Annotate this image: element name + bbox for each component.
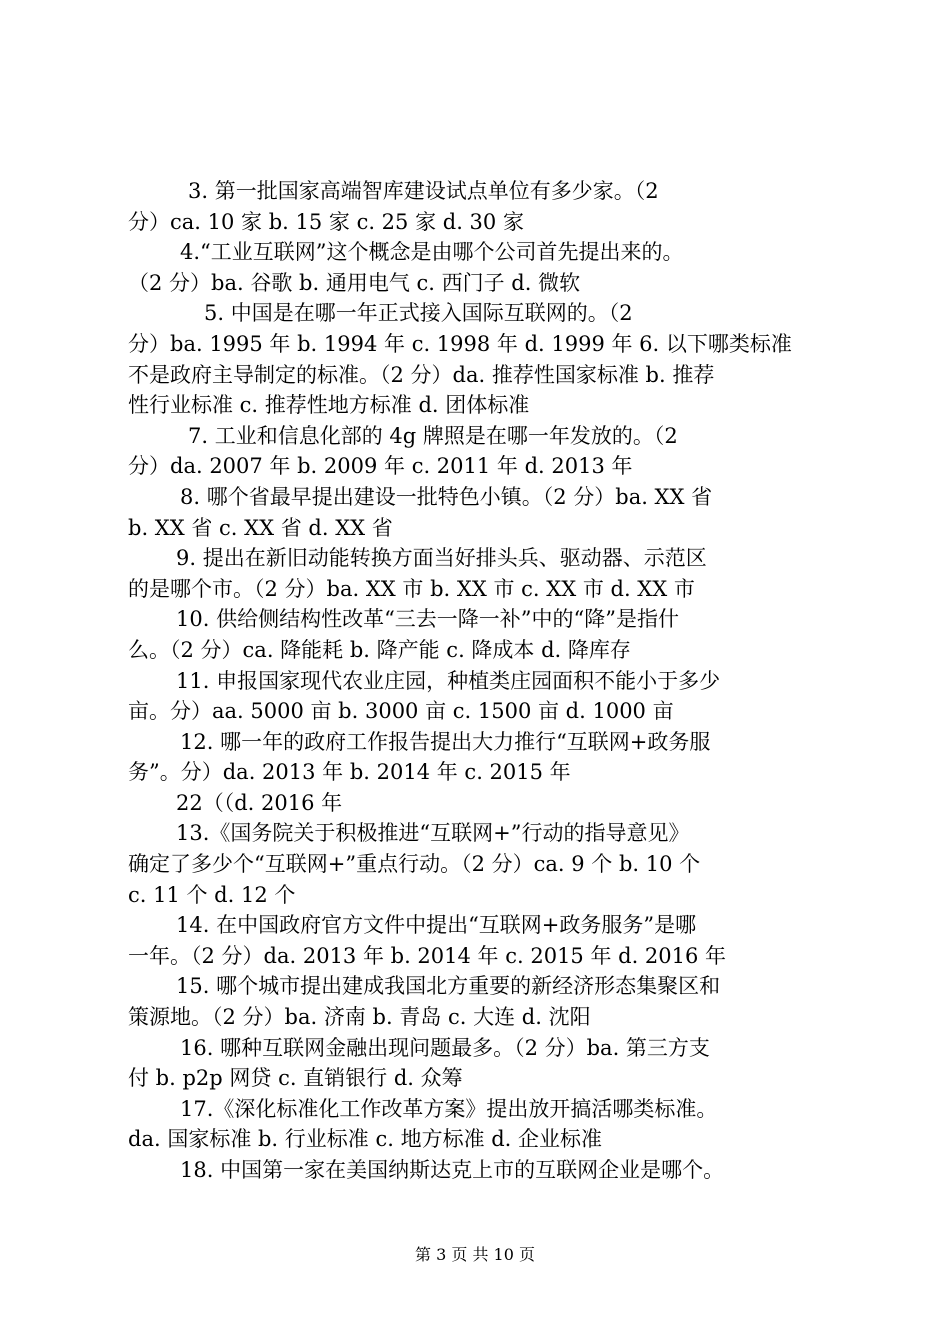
text-line: c. 11 个 d. 12 个: [128, 882, 296, 907]
text-line: 8. 哪个省最早提出建设一批特色小镇。（2 分）ba. XX 省: [180, 484, 713, 509]
text-line: 16. 哪种互联网金融出现问题最多。（2 分）ba. 第三方支: [180, 1035, 710, 1060]
page-body: [128, 176, 833, 1186]
text-line: 么。（2 分）ca. 降能耗 b. 降产能 c. 降成本 d. 降库存: [128, 637, 631, 662]
text-line: 7. 工业和信息化部的 4g 牌照是在哪一年发放的。（2: [188, 423, 678, 448]
text-line: 确定了多少个“互联网+”重点行动。（2 分）ca. 9 个 b. 10 个: [128, 852, 701, 877]
text-line: 性行业标准 c. 推荐性地方标准 d. 团体标准: [128, 393, 530, 418]
text-line: 一年。（2 分）da. 2013 年 b. 2014 年 c. 2015 年 d. 2016 年: [128, 943, 727, 968]
text-line: 3. 第一批国家高端智库建设试点单位有多少家。（2: [188, 179, 659, 203]
text-line: 13.《国务院关于积极推进“互联网+”行动的指导意见》: [176, 821, 690, 846]
text-line: 22（（d. 2016 年: [176, 790, 343, 815]
text-line: 付 b. p2p 网贷 c. 直销银行 d. 众筹: [128, 1066, 463, 1091]
text-line: da. 国家标准 b. 行业标准 c. 地方标准 d. 企业标准: [128, 1127, 603, 1152]
text-line: 策源地。（2 分）ba. 济南 b. 青岛 c. 大连 d. 沈阳: [128, 1005, 591, 1030]
text-line: 14. 在中国政府官方文件中提出“互联网+政务服务”是哪: [176, 913, 697, 938]
text-line: 分）da. 2007 年 b. 2009 年 c. 2011 年 d. 2013 年: [128, 454, 633, 479]
text-line: 11. 申报国家现代农业庄园，种植类庄园面积不能小于多少: [176, 668, 721, 693]
text-line: 5. 中国是在哪一年正式接入国际互联网的。（2: [204, 301, 633, 326]
text-line: 4.“工业互联网”这个概念是由哪个公司首先提出来的。: [180, 240, 684, 265]
text-line: 15. 哪个城市提出建成我国北方重要的新经济形态集聚区和: [176, 974, 721, 999]
text-line: 18. 中国第一家在美国纳斯达克上市的互联网企业是哪个。: [180, 1158, 725, 1182]
text-line: b. XX 省 c. XX 省 d. XX 省: [128, 515, 393, 540]
text-line: 务”。分）da. 2013 年 b. 2014 年 c. 2015 年: [128, 760, 571, 785]
text-line: （2 分）ba. 谷歌 b. 通用电气 c. 西门子 d. 微软: [128, 270, 581, 295]
text-line: 9. 提出在新旧动能转换方面当好排头兵、驱动器、示范区: [176, 546, 707, 571]
text-line: 10. 供给侧结构性改革“三去一降一补”中的“降”是指什: [176, 607, 680, 632]
text-line: 分）ca. 10 家 b. 15 家 c. 25 家 d. 30 家: [128, 209, 524, 234]
text-line: 分）ba. 1995 年 b. 1994 年 c. 1998 年 d. 1999 年 6. 以下哪类标准: [128, 331, 792, 356]
text-line: 12. 哪一年的政府工作报告提出大力推行“互联网+政务服: [180, 729, 711, 754]
page-footer: 第 3 页 共 10 页: [415, 1245, 535, 1264]
text-line: 亩。分）aa. 5000 亩 b. 3000 亩 c. 1500 亩 d. 1000 亩: [128, 699, 674, 724]
text-line: 不是政府主导制定的标准。（2 分）da. 推荐性国家标准 b. 推荐: [128, 362, 715, 387]
text-line: 17.《深化标准化工作改革方案》提出放开搞活哪类标准。: [180, 1096, 718, 1121]
text-line: 的是哪个市。（2 分）ba. XX 市 b. XX 市 c. XX 市 d. XX 市: [128, 576, 695, 601]
